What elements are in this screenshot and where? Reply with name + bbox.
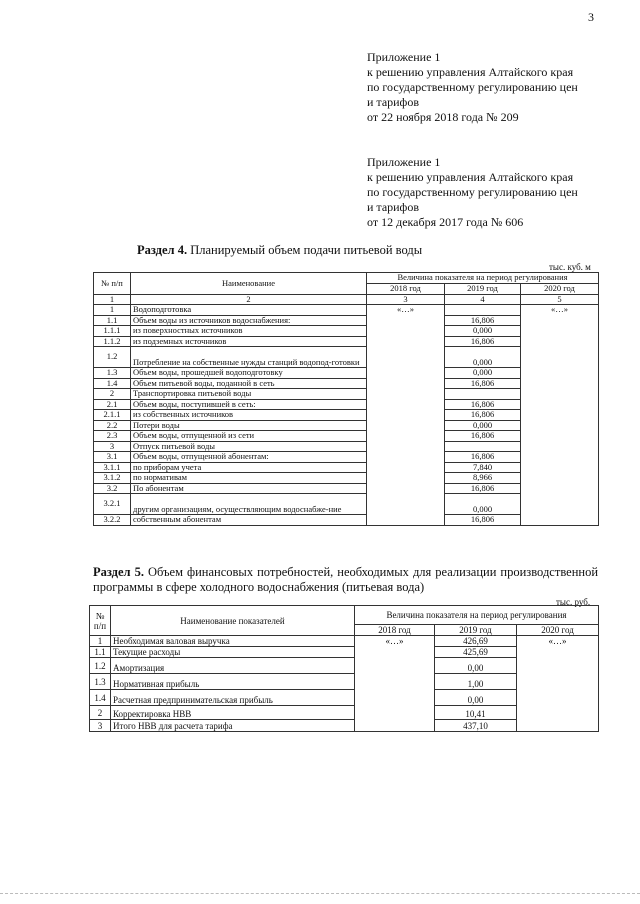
row-name: другим организациям, осуществляющим водоснабже-ние bbox=[131, 494, 367, 515]
row-name: по нормативам bbox=[131, 473, 367, 484]
row-name: По абонентам bbox=[131, 483, 367, 494]
year-2019-value bbox=[445, 441, 521, 452]
year-2019-value: 0,000 bbox=[445, 494, 521, 515]
year-2019-value: 16,806 bbox=[445, 431, 521, 442]
row-name: Нормативная прибыль bbox=[111, 674, 355, 690]
row-name: Корректировка НВВ bbox=[111, 706, 355, 720]
year-2019-value: 8,966 bbox=[445, 473, 521, 484]
table-row bbox=[94, 305, 599, 316]
year-2019-value: 0,00 bbox=[435, 658, 517, 674]
row-number: 1.3 bbox=[90, 674, 111, 690]
row-number: 1.2 bbox=[90, 658, 111, 674]
row-name: Объем воды из источников водоснабжения: bbox=[131, 315, 367, 326]
row-number: 1.1.1 bbox=[94, 326, 131, 337]
header-year: 2019 год bbox=[435, 625, 517, 636]
row-name: Потребление на собственные нужды станций водопод-готовки bbox=[131, 347, 367, 368]
year-2018-placeholder: «…» bbox=[367, 305, 445, 526]
page-number: 3 bbox=[588, 10, 594, 24]
row-number: 1.1.2 bbox=[94, 336, 131, 347]
table-row bbox=[90, 636, 599, 647]
section5-table bbox=[89, 605, 599, 732]
year-2019-value: 7,840 bbox=[445, 462, 521, 473]
year-2019-value: 0,000 bbox=[445, 368, 521, 379]
annex-line: по государственному регулированию цен bbox=[367, 80, 578, 94]
year-2019-value bbox=[445, 305, 521, 316]
row-name: Объем воды, отпущенной из сети bbox=[131, 431, 367, 442]
column-number: 1 bbox=[94, 294, 131, 305]
annex-line: и тарифов bbox=[367, 95, 420, 109]
year-2019-value: 16,806 bbox=[445, 315, 521, 326]
header-name: Наименование bbox=[131, 273, 367, 295]
row-name: собственным абонентам bbox=[131, 515, 367, 526]
header-year: 2019 год bbox=[445, 284, 521, 295]
row-name: Объем воды, отпущенной абонентам: bbox=[131, 452, 367, 463]
row-name: из поверхностных источников bbox=[131, 326, 367, 337]
row-name: из собственных источников bbox=[131, 410, 367, 421]
row-number: 2 bbox=[90, 706, 111, 720]
row-name: Амортизация bbox=[111, 658, 355, 674]
year-2019-value: 16,806 bbox=[445, 483, 521, 494]
column-number: 2 bbox=[131, 294, 367, 305]
row-number: 2.2 bbox=[94, 420, 131, 431]
annex-line: к решению управления Алтайского края bbox=[367, 65, 574, 79]
row-number: 1.1 bbox=[94, 315, 131, 326]
column-number: 3 bbox=[367, 294, 445, 305]
header-period: Величина показателя на период регулирования bbox=[367, 273, 599, 284]
annex-line: и тарифов bbox=[367, 200, 420, 214]
row-name: Водоподготовка bbox=[131, 305, 367, 316]
row-number: 3.1.2 bbox=[94, 473, 131, 484]
row-number: 3 bbox=[94, 441, 131, 452]
section5-unit: тыс. руб. bbox=[556, 597, 591, 607]
header-period: Величина показателя на период регулирования bbox=[355, 606, 599, 625]
annex-line: от 22 ноября 2018 года № 209 bbox=[367, 110, 519, 124]
page-bottom-edge bbox=[0, 893, 640, 894]
header-no: № п/п bbox=[90, 606, 111, 636]
annex-line: от 12 декабря 2017 года № 606 bbox=[367, 215, 524, 229]
annex-block-previous bbox=[367, 155, 578, 230]
row-number: 3.1 bbox=[94, 452, 131, 463]
row-number: 1 bbox=[90, 636, 111, 647]
annex-line: Приложение 1 bbox=[367, 50, 441, 64]
row-number: 3 bbox=[90, 720, 111, 732]
column-number: 4 bbox=[445, 294, 521, 305]
year-2019-value: 0,00 bbox=[435, 690, 517, 706]
annex-line: Приложение 1 bbox=[367, 155, 441, 169]
row-name: Транспортировка питьевой воды bbox=[131, 389, 367, 400]
year-2019-value: 0,000 bbox=[445, 347, 521, 368]
year-2020-placeholder: «…» bbox=[517, 636, 599, 732]
row-name: Объем воды, поступившей в сеть: bbox=[131, 399, 367, 410]
row-number: 3.2.1 bbox=[94, 494, 131, 515]
row-name: Итого НВВ для расчета тарифа bbox=[111, 720, 355, 732]
row-number: 1.4 bbox=[90, 690, 111, 706]
row-number: 3.1.1 bbox=[94, 462, 131, 473]
section5-heading bbox=[93, 565, 598, 595]
row-number: 2 bbox=[94, 389, 131, 400]
year-2019-value: 10,41 bbox=[435, 706, 517, 720]
year-2019-value: 426,69 bbox=[435, 636, 517, 647]
year-2019-value: 0,000 bbox=[445, 326, 521, 337]
year-2019-value: 0,000 bbox=[445, 420, 521, 431]
row-number: 1.3 bbox=[94, 368, 131, 379]
year-2018-placeholder: «…» bbox=[355, 636, 435, 732]
year-2019-value: 16,806 bbox=[445, 336, 521, 347]
row-number: 1.2 bbox=[94, 347, 131, 368]
header-year: 2018 год bbox=[367, 284, 445, 295]
section4-table bbox=[93, 272, 599, 526]
row-number: 2.3 bbox=[94, 431, 131, 442]
year-2019-value: 16,806 bbox=[445, 399, 521, 410]
year-2019-value: 425,69 bbox=[435, 647, 517, 658]
year-2019-value: 437,10 bbox=[435, 720, 517, 732]
section4-label: Раздел 4. bbox=[137, 243, 188, 257]
column-number: 5 bbox=[521, 294, 599, 305]
row-number: 2.1 bbox=[94, 399, 131, 410]
row-name: из подземных источников bbox=[131, 336, 367, 347]
row-name: Необходимая валовая выручка bbox=[111, 636, 355, 647]
section5-title: Объем финансовых потребностей, необходимых для реализации производственной программы в сфере холодного водоснабжения (питьевая вода) bbox=[93, 565, 599, 594]
header-year: 2018 год bbox=[355, 625, 435, 636]
row-name: Потери воды bbox=[131, 420, 367, 431]
section4-title: Планируемый объем подачи питьевой воды bbox=[190, 243, 423, 257]
row-number: 1.4 bbox=[94, 378, 131, 389]
row-name: Объем питьевой воды, поданной в сеть bbox=[131, 378, 367, 389]
year-2019-value: 16,806 bbox=[445, 452, 521, 463]
header-no: № п/п bbox=[94, 273, 131, 295]
row-number: 3.2.2 bbox=[94, 515, 131, 526]
section5-label: Раздел 5. bbox=[93, 565, 144, 579]
row-name: Отпуск питьевой воды bbox=[131, 441, 367, 452]
header-year: 2020 год bbox=[521, 284, 599, 295]
row-name: по приборам учета bbox=[131, 462, 367, 473]
annex-line: по государственному регулированию цен bbox=[367, 185, 578, 199]
year-2019-value: 16,806 bbox=[445, 378, 521, 389]
row-name: Текущие расходы bbox=[111, 647, 355, 658]
year-2019-value bbox=[445, 389, 521, 400]
annex-line: к решению управления Алтайского края bbox=[367, 170, 574, 184]
row-number: 2.1.1 bbox=[94, 410, 131, 421]
row-number: 3.2 bbox=[94, 483, 131, 494]
row-name: Объем воды, прошедшей водоподготовку bbox=[131, 368, 367, 379]
row-number: 1 bbox=[94, 305, 131, 316]
row-number: 1.1 bbox=[90, 647, 111, 658]
row-name: Расчетная предпринимательская прибыль bbox=[111, 690, 355, 706]
year-2019-value: 16,806 bbox=[445, 410, 521, 421]
section4-unit: тыс. куб. м bbox=[549, 262, 591, 272]
annex-block-current bbox=[367, 50, 578, 125]
year-2020-placeholder: «…» bbox=[521, 305, 599, 526]
year-2019-value: 16,806 bbox=[445, 515, 521, 526]
header-name: Наименование показателей bbox=[111, 606, 355, 636]
year-2019-value: 1,00 bbox=[435, 674, 517, 690]
section4-heading bbox=[137, 243, 422, 258]
header-year: 2020 год bbox=[517, 625, 599, 636]
